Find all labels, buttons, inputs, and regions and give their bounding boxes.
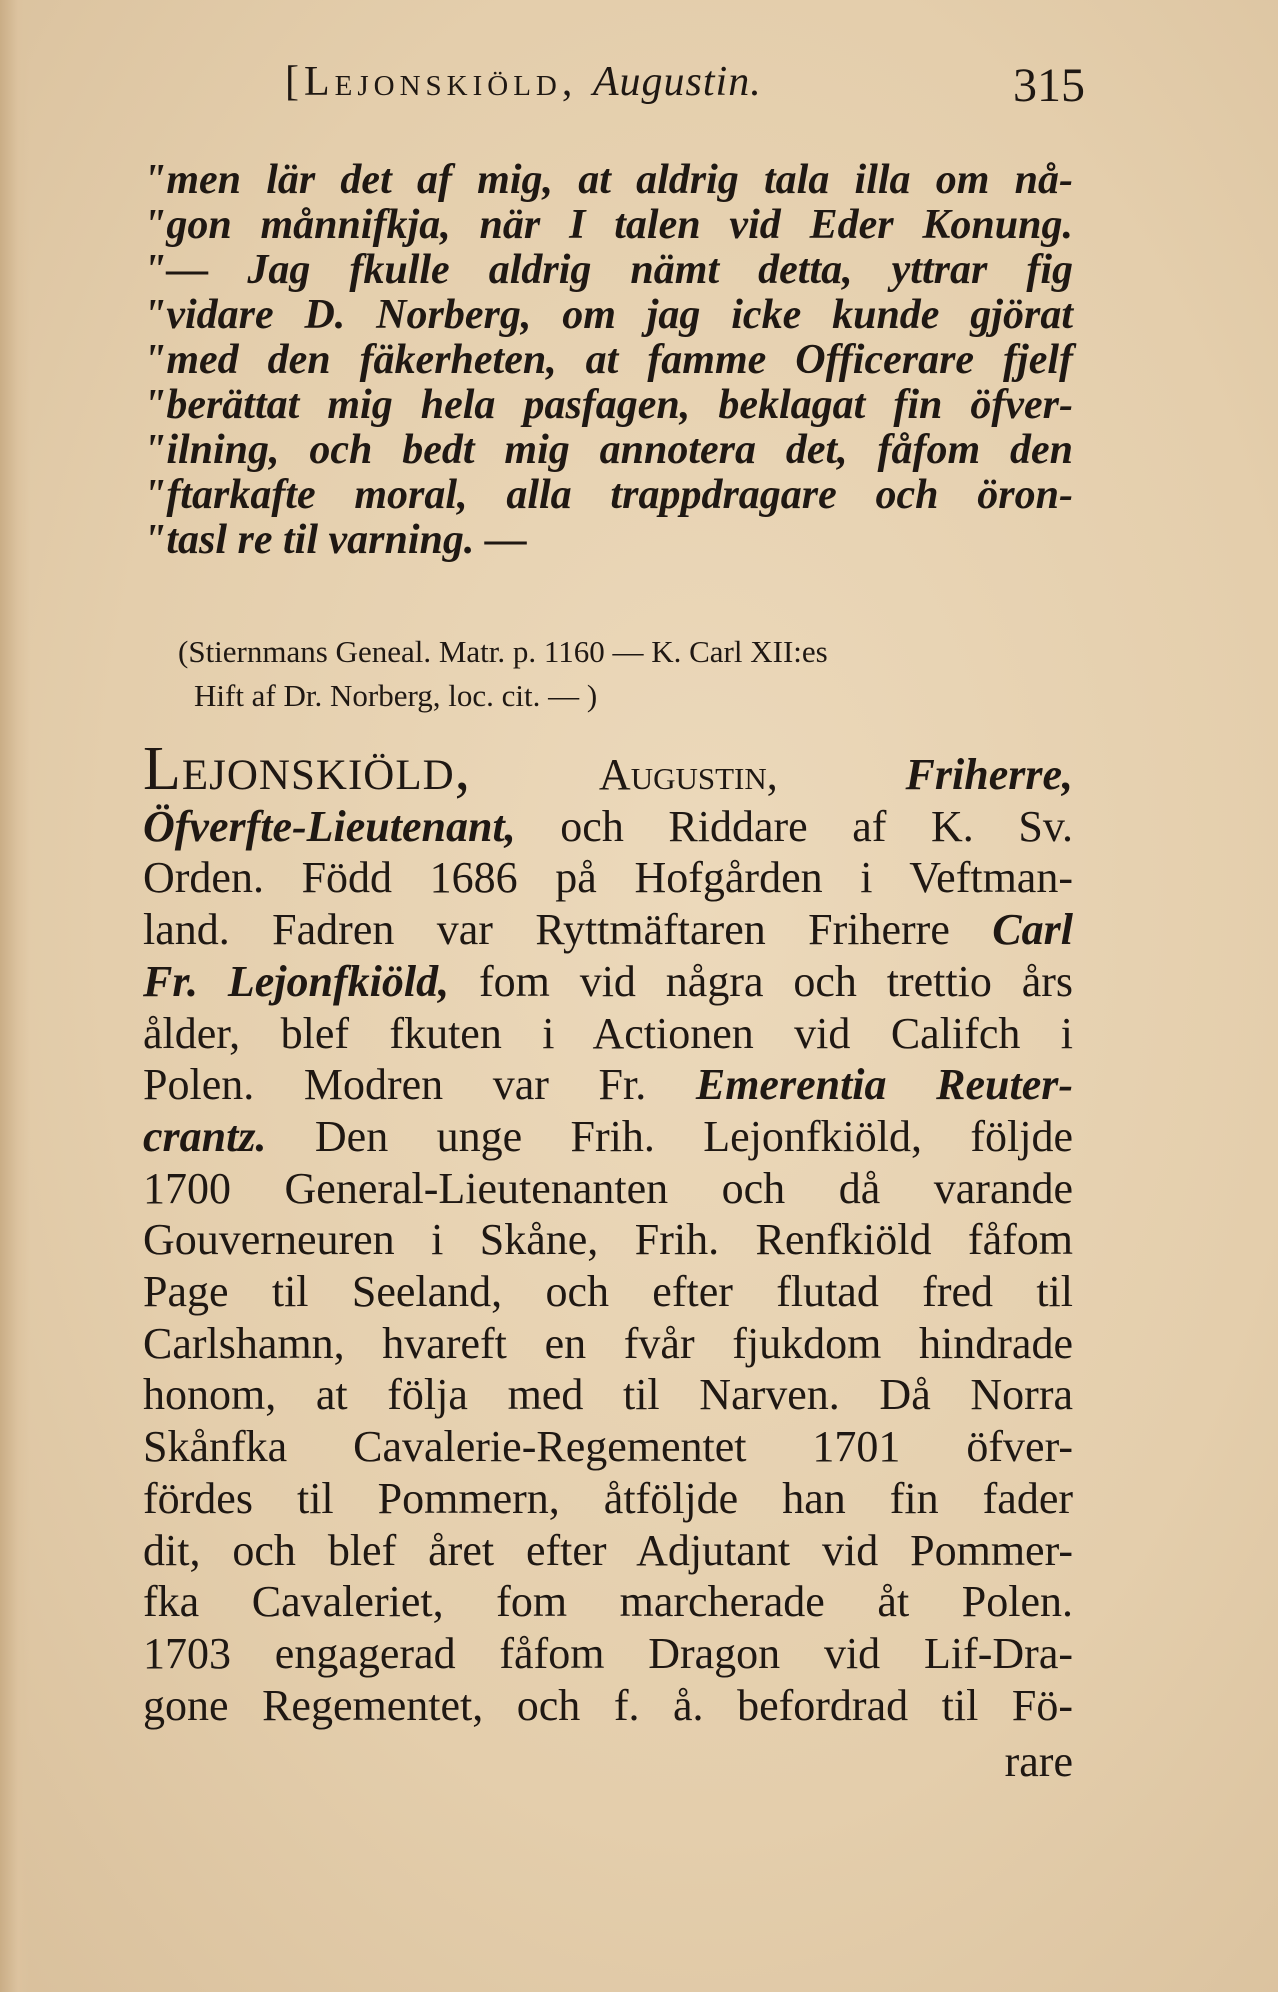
quote-line: "— Jag fkulle aldrig nämt detta, yttrar fig bbox=[143, 247, 1073, 293]
entry-line: 1703 engagerad fåfom Dragon vid Lif-Dra- bbox=[143, 1628, 1073, 1678]
citation-line: (Stiernmans Geneal. Matr. p. 1160 — K. Carl XII:es bbox=[178, 634, 828, 669]
entry-line bbox=[143, 735, 1074, 803]
citation-block bbox=[178, 630, 1078, 718]
entry-line: fördes til Pommern, åtföljde han fin fader bbox=[143, 1473, 1073, 1523]
page-header bbox=[285, 58, 1085, 118]
quote-block bbox=[143, 158, 1073, 563]
entry-line: Orden. Född 1686 på Hofgården i Veftman- bbox=[143, 853, 1073, 903]
entry-line: ålder, blef fkuten i Actionen vid Califch i bbox=[143, 1008, 1073, 1058]
biography-entry bbox=[143, 735, 1074, 1731]
entry-line: Carlshamn, hvareft en fvår fjukdom hindrade bbox=[143, 1318, 1073, 1368]
quote-line: "ilning, och bedt mig annotera det, fåfom den bbox=[143, 427, 1073, 473]
running-head-name: [Lejonskiöld, bbox=[285, 59, 578, 105]
entry-text: fom vid några och trettio års bbox=[478, 956, 1073, 1006]
quote-line: "men lär det af mig, at aldrig tala illa om nå- bbox=[143, 157, 1073, 203]
entry-line bbox=[143, 801, 1073, 853]
entry-text: Den unge Frih. Lejonfkiöld, följde bbox=[314, 1111, 1074, 1161]
entry-line: 1700 General-Lieutenanten och då varande bbox=[143, 1163, 1073, 1213]
catchword: rare bbox=[1004, 1737, 1073, 1786]
page-gutter bbox=[0, 0, 30, 1992]
entry-line bbox=[143, 1111, 1073, 1163]
entry-line: dit, och blef året efter Adjutant vid Pommer- bbox=[143, 1525, 1073, 1575]
entry-line: honom, at följa med til Narven. Då Norra bbox=[143, 1370, 1073, 1420]
entry-line bbox=[143, 904, 1073, 956]
entry-mother-name: Emerentia Reuter- bbox=[695, 1060, 1074, 1110]
entry-line: fka Cavaleriet, fom marcherade åt Polen. bbox=[143, 1577, 1073, 1627]
entry-line bbox=[143, 956, 1073, 1008]
entry-line: Skånfka Cavalerie-Regementet 1701 öfver- bbox=[143, 1422, 1073, 1472]
running-head-given: Augustin. bbox=[592, 59, 762, 105]
entry-given-name: Augustin, bbox=[598, 750, 778, 799]
quote-line: "vidare D. Norberg, om jag icke kunde gjörat bbox=[143, 292, 1073, 338]
entry-text: och Riddare af K. Sv. bbox=[560, 801, 1074, 851]
entry-mother-name: crantz. bbox=[143, 1111, 267, 1161]
entry-title: Friherre, bbox=[905, 750, 1074, 799]
entry-rank: Öfverfte-Lieutenant, bbox=[143, 801, 516, 851]
entry-line: Page til Seeland, och efter flutad fred til bbox=[143, 1267, 1073, 1317]
entry-text: land. Fadren var Ryttmäftaren Friherre bbox=[143, 905, 950, 955]
running-head bbox=[285, 58, 762, 106]
entry-father-name: Fr. Lejonfkiöld, bbox=[143, 956, 450, 1006]
quote-line: "gon månnifkja, när I talen vid Eder Konung. bbox=[143, 202, 1073, 248]
quote-line: "tasl re til varning. — bbox=[143, 517, 527, 563]
entry-line: Gouverneuren i Skåne, Frih. Renfkiöld fåfom bbox=[143, 1215, 1073, 1265]
entry-father-name: Carl bbox=[992, 905, 1073, 955]
entry-line bbox=[143, 1059, 1073, 1111]
quote-line: "berättat mig hela pasfagen, beklagat fin öfver- bbox=[143, 382, 1073, 428]
page-number: 315 bbox=[1013, 59, 1085, 112]
entry-lemma: Lejonskiöld, bbox=[143, 735, 472, 803]
quote-line: "ftarkafte moral, alla trappdragare och öron- bbox=[143, 472, 1073, 518]
quote-line: "med den fäkerheten, at famme Officerare fjelf bbox=[143, 337, 1073, 383]
entry-line: gone Regementet, och f. å. befordrad til Fö- bbox=[143, 1680, 1073, 1730]
citation-line: Hift af Dr. Norberg, loc. cit. — ) bbox=[194, 678, 598, 713]
entry-text: Polen. Modren var Fr. bbox=[143, 1060, 647, 1110]
